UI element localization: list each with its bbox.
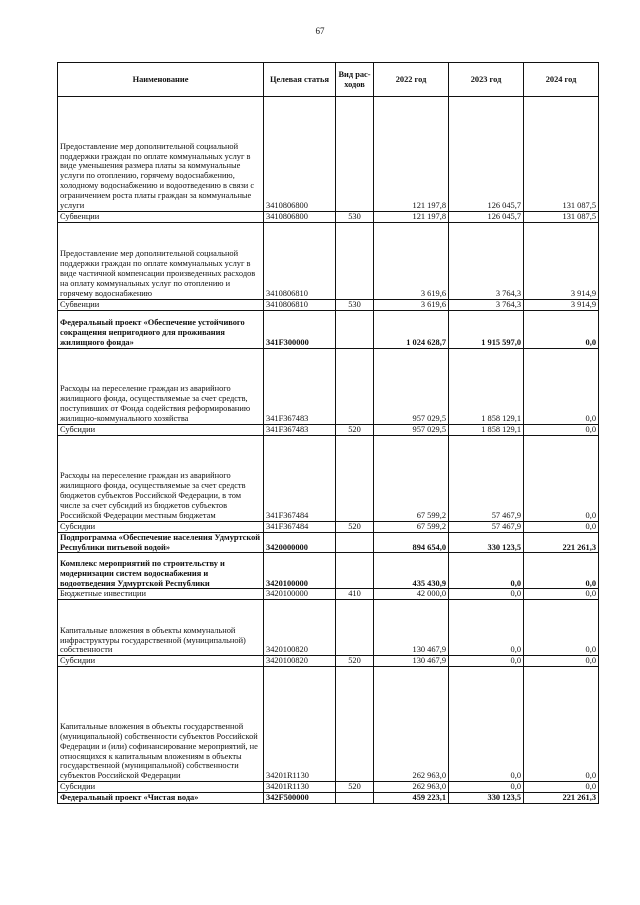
row-value-2024: 0,0 xyxy=(524,667,599,782)
row-expense-kind xyxy=(336,222,374,299)
row-value-2022: 121 197,8 xyxy=(374,212,449,223)
row-expense-kind xyxy=(336,435,374,521)
row-value-2024: 0,0 xyxy=(524,521,599,532)
row-value-2024: 0,0 xyxy=(524,589,599,600)
row-value-2024: 0,0 xyxy=(524,553,599,589)
row-name: Федеральный проект «Чистая вода» xyxy=(58,793,264,804)
row-value-2024: 0,0 xyxy=(524,782,599,793)
row-name: Субсидии xyxy=(58,656,264,667)
table-row xyxy=(58,310,599,348)
row-target-code: 3420000000 xyxy=(264,532,336,553)
row-value-2024: 3 914,9 xyxy=(524,299,599,310)
row-expense-kind: 530 xyxy=(336,299,374,310)
header-target: Целевая статья xyxy=(264,63,336,97)
row-target-code: 341F367484 xyxy=(264,435,336,521)
row-target-code: 342F500000 xyxy=(264,793,336,804)
row-value-2022: 435 430,9 xyxy=(374,553,449,589)
table-row xyxy=(58,435,599,521)
row-name: Предоставление мер дополнительной социальной поддержки граждан по оплате коммунальных услуг в виде уменьшения размера платы за коммунальные услуги по отоплению, горячему водоснабжению, холодному водоснабжению и водоотведению в связи с ограничением роста платы граждан за коммунальные услуги xyxy=(58,97,264,212)
row-target-code: 34201R1130 xyxy=(264,782,336,793)
header-name: Наименование xyxy=(58,63,264,97)
header-kind: Вид рас-ходов xyxy=(336,63,374,97)
row-value-2023: 1 915 597,0 xyxy=(449,310,524,348)
row-value-2023: 57 467,9 xyxy=(449,521,524,532)
row-expense-kind xyxy=(336,667,374,782)
row-value-2023: 330 123,5 xyxy=(449,793,524,804)
row-value-2023: 3 764,3 xyxy=(449,222,524,299)
row-value-2022: 130 467,9 xyxy=(374,600,449,656)
row-name: Субвенции xyxy=(58,212,264,223)
row-value-2024: 131 087,5 xyxy=(524,97,599,212)
row-name: Субсидии xyxy=(58,424,264,435)
row-value-2022: 894 654,0 xyxy=(374,532,449,553)
row-value-2024: 221 261,3 xyxy=(524,793,599,804)
row-value-2022: 67 599,2 xyxy=(374,435,449,521)
row-value-2023: 0,0 xyxy=(449,656,524,667)
row-value-2024: 0,0 xyxy=(524,435,599,521)
row-value-2024: 131 087,5 xyxy=(524,212,599,223)
row-value-2023: 3 764,3 xyxy=(449,299,524,310)
row-expense-kind xyxy=(336,553,374,589)
row-name: Подпрограмма «Обеспечение населения Удмуртской Республики питьевой водой» xyxy=(58,532,264,553)
row-value-2022: 67 599,2 xyxy=(374,521,449,532)
row-value-2024: 221 261,3 xyxy=(524,532,599,553)
row-value-2022: 121 197,8 xyxy=(374,97,449,212)
row-value-2024: 0,0 xyxy=(524,310,599,348)
table-row xyxy=(58,793,599,804)
table-row xyxy=(58,299,599,310)
row-name: Расходы на переселение граждан из аварийного жилищного фонда, осуществляемые за счет средств бюджетов субъектов Российской Федерации, в том числе за счет субсидий из бюджетов субъектов Российской Федерации местным бюджетам xyxy=(58,435,264,521)
row-value-2024: 0,0 xyxy=(524,348,599,424)
row-value-2023: 0,0 xyxy=(449,667,524,782)
row-target-code: 3410806810 xyxy=(264,222,336,299)
header-2023: 2023 год xyxy=(449,63,524,97)
row-value-2022: 1 024 628,7 xyxy=(374,310,449,348)
row-name: Комплекс мероприятий по строительству и модернизации систем водоснабжения и водоотведения Удмуртской Республики xyxy=(58,553,264,589)
row-expense-kind: 520 xyxy=(336,521,374,532)
row-target-code: 341F367483 xyxy=(264,424,336,435)
row-target-code: 3410806800 xyxy=(264,97,336,212)
row-expense-kind: 520 xyxy=(336,782,374,793)
row-value-2023: 0,0 xyxy=(449,782,524,793)
row-value-2023: 126 045,7 xyxy=(449,212,524,223)
row-name: Бюджетные инвестиции xyxy=(58,589,264,600)
table-row xyxy=(58,600,599,656)
row-target-code: 34201R1130 xyxy=(264,667,336,782)
row-value-2024: 0,0 xyxy=(524,424,599,435)
row-value-2022: 42 000,0 xyxy=(374,589,449,600)
row-expense-kind: 520 xyxy=(336,656,374,667)
row-target-code: 341F367483 xyxy=(264,348,336,424)
row-value-2022: 957 029,5 xyxy=(374,424,449,435)
row-target-code: 3410806800 xyxy=(264,212,336,223)
table-body xyxy=(58,97,599,804)
table-header-row xyxy=(58,63,599,97)
row-name: Расходы на переселение граждан из аварийного жилищного фонда, осуществляемые за счет средств, поступивших от Фонда содействия реформированию жилищно-коммунального хозяйства xyxy=(58,348,264,424)
budget-table xyxy=(57,62,599,804)
row-expense-kind xyxy=(336,310,374,348)
table-row xyxy=(58,97,599,212)
row-value-2022: 262 963,0 xyxy=(374,667,449,782)
row-value-2024: 0,0 xyxy=(524,656,599,667)
row-expense-kind: 410 xyxy=(336,589,374,600)
row-value-2023: 1 858 129,1 xyxy=(449,348,524,424)
page-number: 67 xyxy=(315,26,325,36)
row-target-code: 3420100000 xyxy=(264,553,336,589)
row-expense-kind xyxy=(336,600,374,656)
table-row xyxy=(58,424,599,435)
row-name: Капитальные вложения в объекты коммунальной инфраструктуры государственной (муниципальной) собственности xyxy=(58,600,264,656)
table-row xyxy=(58,222,599,299)
row-expense-kind xyxy=(336,532,374,553)
row-expense-kind xyxy=(336,793,374,804)
row-value-2023: 0,0 xyxy=(449,553,524,589)
row-value-2023: 57 467,9 xyxy=(449,435,524,521)
row-value-2023: 0,0 xyxy=(449,589,524,600)
row-expense-kind xyxy=(336,348,374,424)
row-name: Субвенции xyxy=(58,299,264,310)
row-name: Предоставление мер дополнительной социальной поддержки граждан по оплате коммунальных услуг в виде частичной компенсации произведенных расходов на оплату коммунальных услуг по отоплению и горячему водоснабжению xyxy=(58,222,264,299)
table-row xyxy=(58,656,599,667)
table-row xyxy=(58,212,599,223)
table-row xyxy=(58,667,599,782)
row-expense-kind xyxy=(336,97,374,212)
row-target-code: 3420100820 xyxy=(264,656,336,667)
row-name: Субсидии xyxy=(58,521,264,532)
table-row xyxy=(58,521,599,532)
row-value-2022: 957 029,5 xyxy=(374,348,449,424)
table-row xyxy=(58,589,599,600)
row-target-code: 341F367484 xyxy=(264,521,336,532)
row-value-2024: 0,0 xyxy=(524,600,599,656)
row-target-code: 341F300000 xyxy=(264,310,336,348)
row-name: Федеральный проект «Обеспечение устойчивого сокращения непригодного для проживания жилищного фонда» xyxy=(58,310,264,348)
header-2022: 2022 год xyxy=(374,63,449,97)
row-expense-kind: 530 xyxy=(336,212,374,223)
row-value-2023: 126 045,7 xyxy=(449,97,524,212)
row-value-2022: 3 619,6 xyxy=(374,222,449,299)
row-value-2022: 459 223,1 xyxy=(374,793,449,804)
row-value-2024: 3 914,9 xyxy=(524,222,599,299)
table-row xyxy=(58,782,599,793)
row-value-2023: 1 858 129,1 xyxy=(449,424,524,435)
table-row xyxy=(58,532,599,553)
row-value-2023: 330 123,5 xyxy=(449,532,524,553)
row-expense-kind: 520 xyxy=(336,424,374,435)
header-2024: 2024 год xyxy=(524,63,599,97)
row-value-2022: 130 467,9 xyxy=(374,656,449,667)
row-name: Субсидии xyxy=(58,782,264,793)
row-value-2023: 0,0 xyxy=(449,600,524,656)
row-value-2022: 3 619,6 xyxy=(374,299,449,310)
table-row xyxy=(58,348,599,424)
row-name: Капитальные вложения в объекты государственной (муниципальной) собственности субъектов Российской Федерации и (или) софинансирование мероприятий, не относящихся к капитальным вложениям в объекты государственной (муниципальной) собственности субъектов Российской Федерации xyxy=(58,667,264,782)
row-value-2022: 262 963,0 xyxy=(374,782,449,793)
row-target-code: 3420100000 xyxy=(264,589,336,600)
row-target-code: 3410806810 xyxy=(264,299,336,310)
table-row xyxy=(58,553,599,589)
row-target-code: 3420100820 xyxy=(264,600,336,656)
